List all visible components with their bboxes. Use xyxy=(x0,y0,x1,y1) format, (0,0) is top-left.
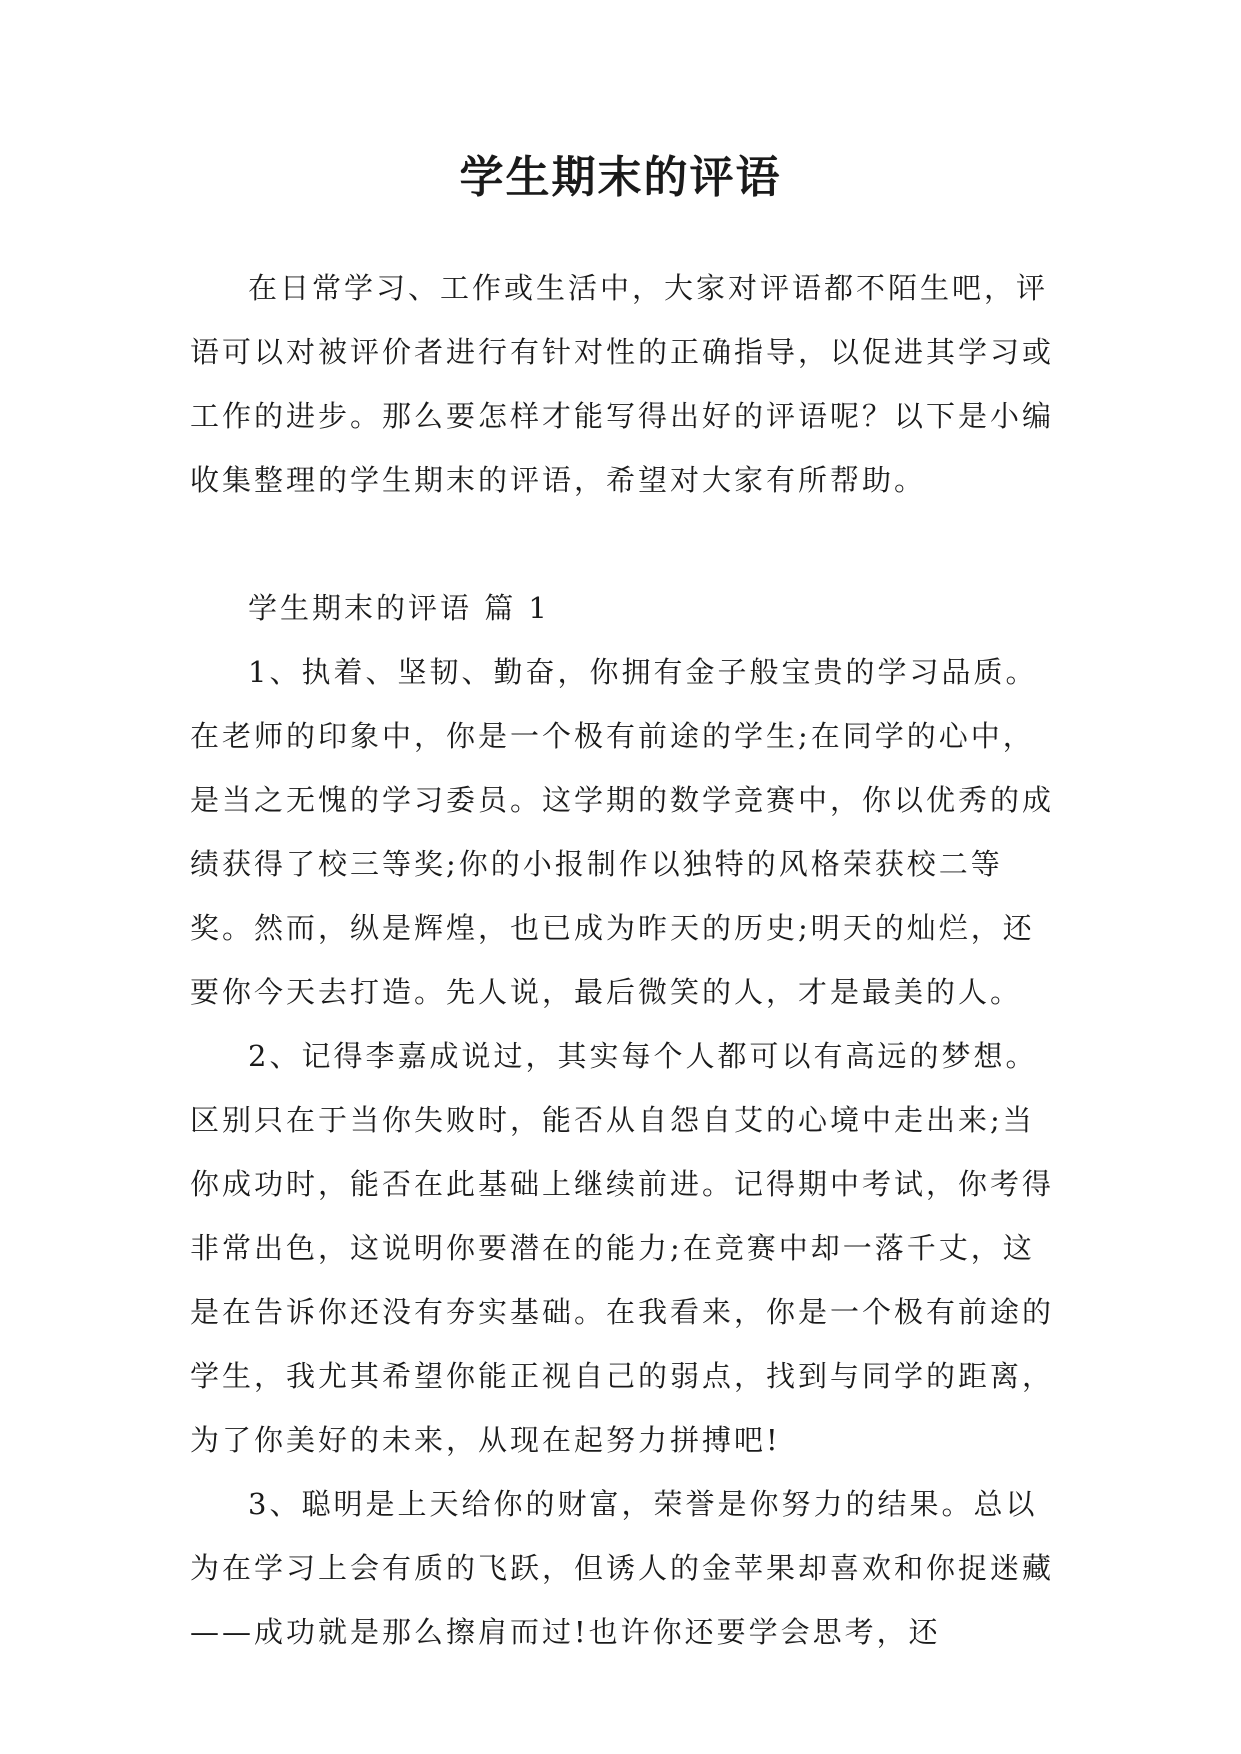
intro-block xyxy=(190,256,1060,512)
section-1 xyxy=(190,576,1060,1664)
comment-paragraph-1: 1、执着、坚韧、勤奋，你拥有金子般宝贵的学习品质。在老师的印象中，你是一个极有前途的学生;在同学的心中，是当之无愧的学习委员。这学期的数学竞赛中，你以优秀的成绩获得了校三等奖;你的小报制作以独特的风格荣获校二等奖。然而，纵是辉煌，也已成为昨天的历史;明天的灿烂，还要你今天去打造。先人说，最后微笑的人，才是最美的人。 xyxy=(190,655,1055,1009)
document-title: 学生期末的评语 xyxy=(459,152,782,203)
comment-paragraph-2: 2、记得李嘉成说过，其实每个人都可以有高远的梦想。区别只在于当你失败时，能否从自怨自艾的心境中走出来;当你成功时，能否在此基础上继续前进。记得期中考试，你考得非常出色，这说明你要潜在的能力;在竞赛中却一落千丈，这是在告诉你还没有夯实基础。在我看来，你是一个极有前途的学生，我尤其希望你能正视自己的弱点，找到与同学的距离，为了你美好的未来，从现在起努力拼搏吧! xyxy=(190,1039,1055,1457)
intro-paragraph: 在日常学习、工作或生活中，大家对评语都不陌生吧，评语可以对被评价者进行有针对性的正确指导，以促进其学习或工作的进步。那么要怎样才能写得出好的评语呢？以下是小编收集整理的学生期末的评语，希望对大家有所帮助。 xyxy=(190,271,1055,497)
comment-paragraph-3: 3、聪明是上天给你的财富，荣誉是你努力的结果。总以为在学习上会有质的飞跃，但诱人的金苹果却喜欢和你捉迷藏——成功就是那么擦肩而过!也许你还要学会思考，还 xyxy=(190,1487,1055,1649)
section-heading: 学生期末的评语 篇 1 xyxy=(248,591,550,625)
